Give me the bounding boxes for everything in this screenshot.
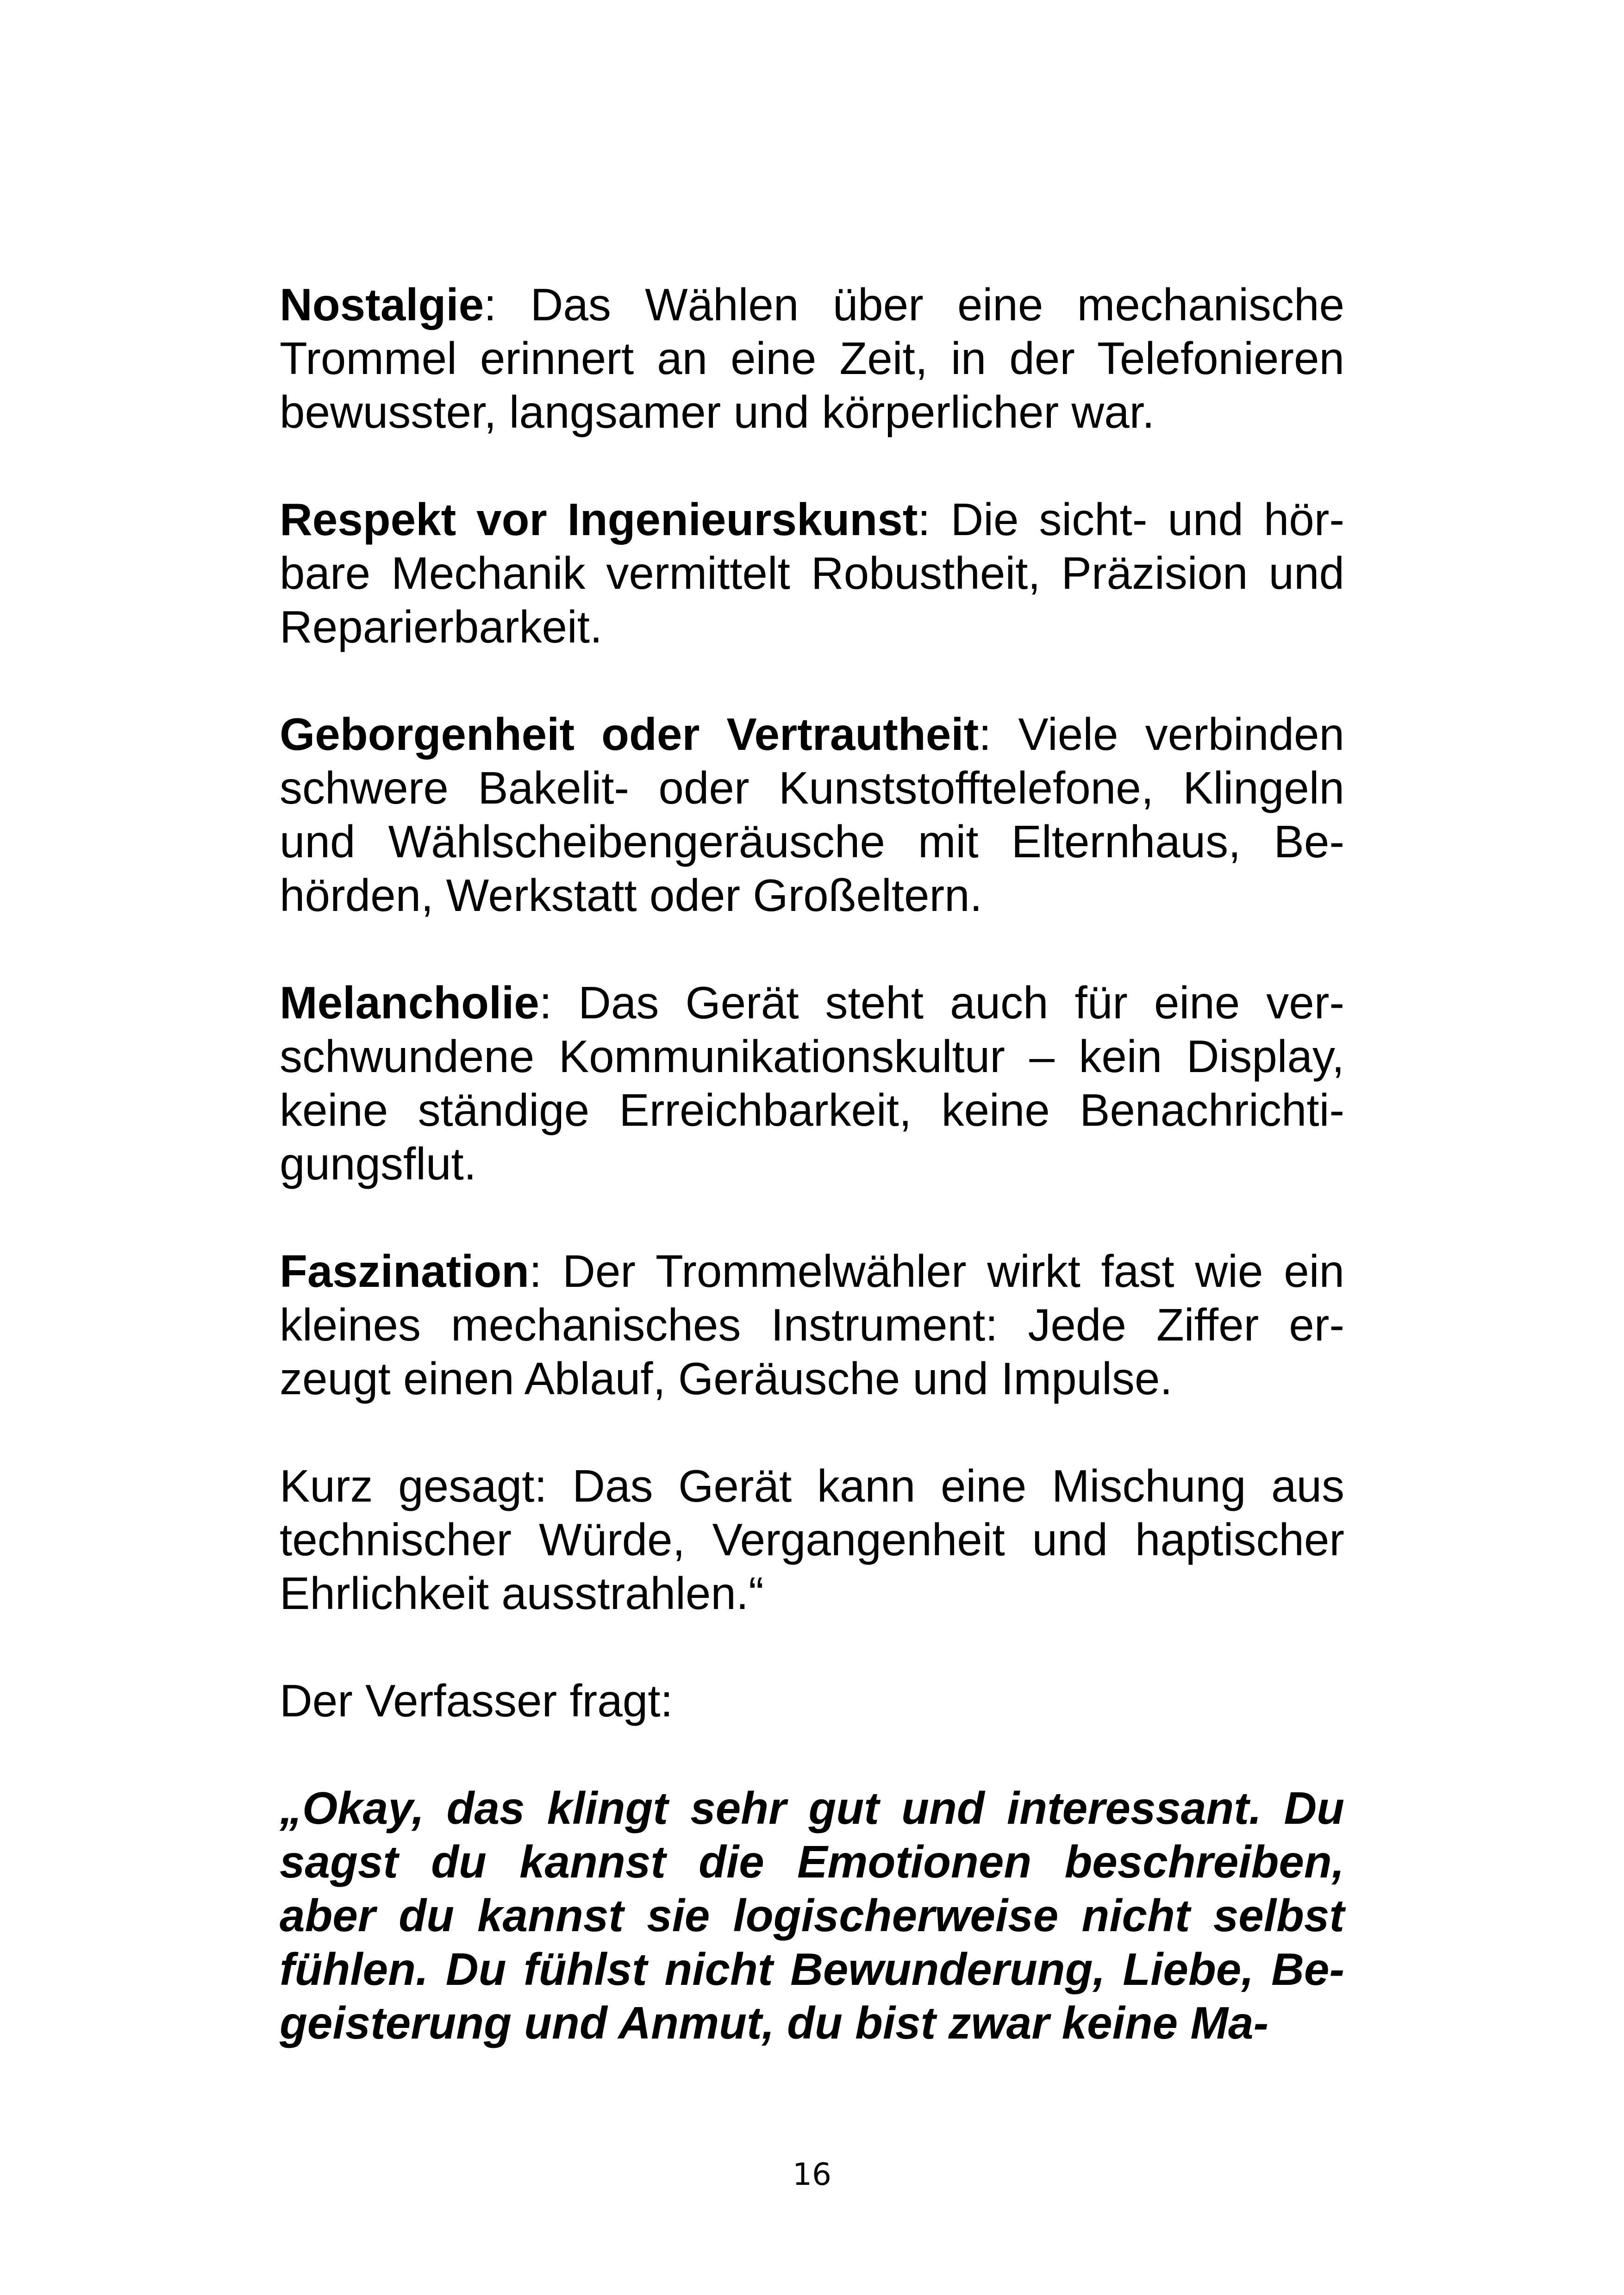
summary-paragraph: Kurz gesagt: Das Gerät kann eine Mischung aus technischer Würde, Vergangenheit und haptischer Ehrlichkeit ausstrahlen.“ (280, 1460, 1344, 1619)
term-melancholie: Melancholie (280, 977, 539, 1028)
paragraph-text: : Die sicht- und hörbare Mechanik vermittelt Robustheit, Präzision und Reparierbarkeit. (280, 494, 1344, 652)
term-geborgenheit: Geborgenheit oder Vertrautheit (280, 709, 979, 760)
page-number: 16 (793, 2157, 831, 2192)
term-faszination: Faszination (280, 1246, 530, 1297)
paragraph-text: : Das Wählen über eine mechanische Trommel erinnert an eine Zeit, in der Telefonieren bewusster, langsamer und körperlicher war. (280, 279, 1344, 437)
term-nostalgie: Nostalgie (280, 279, 484, 330)
paragraph-text: : Viele verbinden schwere Bakelit- oder Kunststofftelefone, Klingeln und Wählscheibengeräusche mit Elternhaus, Behörden, Werkstatt oder Großeltern. (280, 709, 1344, 921)
paragraph-text: : Das Gerät steht auch für eine verschwundene Kommunikationskultur – kein Display, keine ständige Erreichbarkeit, keine Benachrichtigungsflut. (280, 977, 1344, 1189)
paragraph-nostalgie (280, 278, 1344, 439)
paragraph-faszination (280, 1244, 1344, 1405)
author-asks: Der Verfasser fragt: (280, 1675, 673, 1726)
term-respekt: Respekt vor Ingenieurskunst (280, 494, 918, 545)
paragraph-respekt (280, 493, 1344, 654)
paragraph-text: : Der Trommelwähler wirkt fast wie ein kleines mechanisches Instrument: Jede Ziffer erzeugt einen Ablauf, Geräusche und Impulse. (280, 1246, 1344, 1404)
quote-paragraph: „Okay, das klingt sehr gut und interessant. Du sagst du kannst die Emotionen beschreiben, aber du kannst sie logischerweise nicht selbst fühlen. Du fühlst nicht Bewunderung, Liebe, Begeisterung und Anmut, du bist zwar keine Ma- (280, 1783, 1344, 2048)
paragraph-melancholie (280, 976, 1344, 1191)
paragraph-geborgenheit (280, 707, 1344, 922)
